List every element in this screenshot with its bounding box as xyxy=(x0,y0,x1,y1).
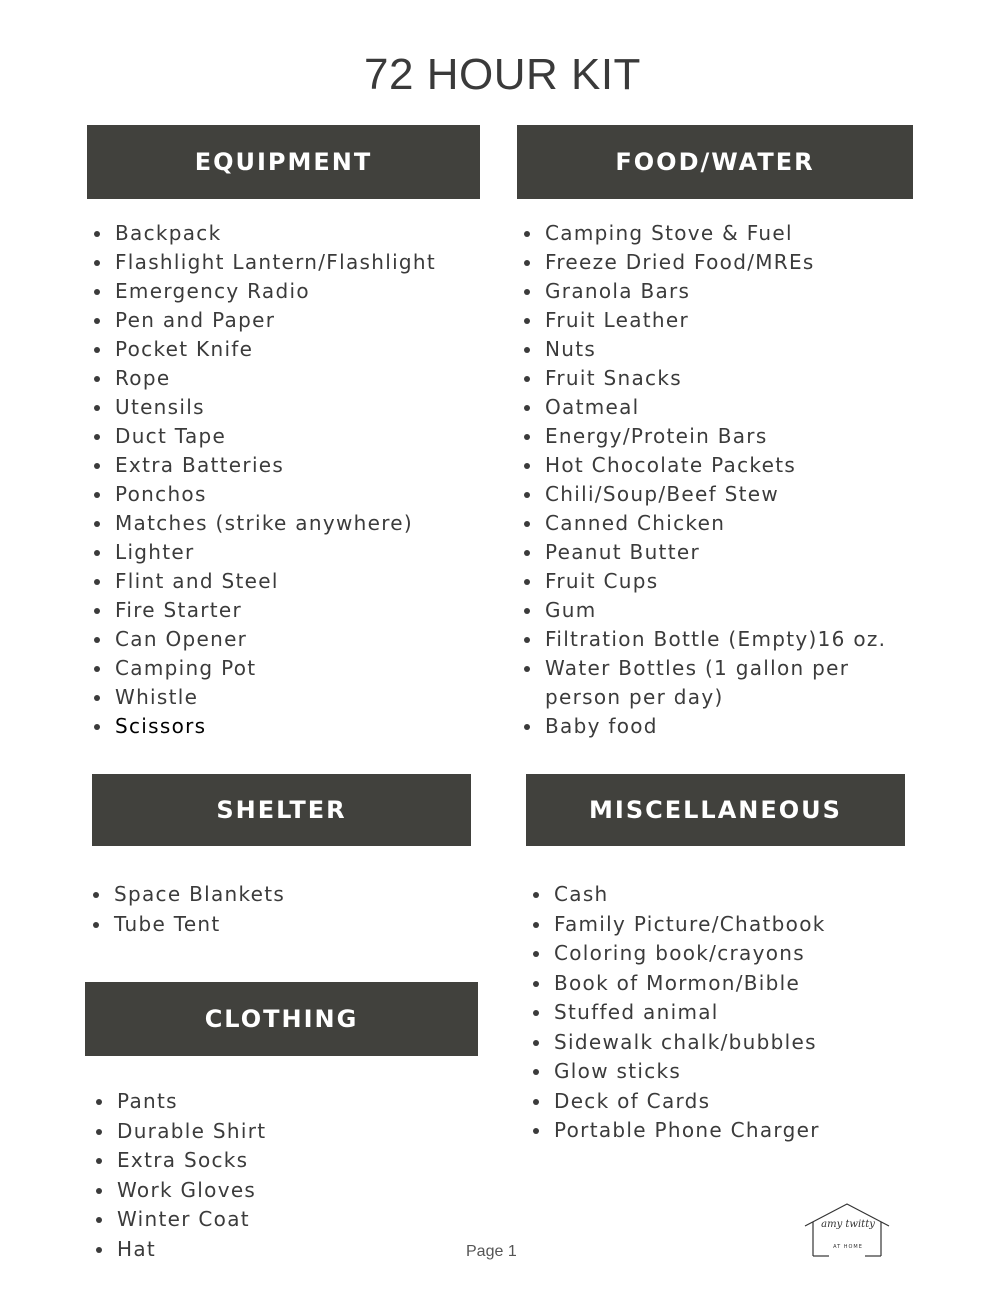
list-item: Cash xyxy=(527,880,947,910)
list-item: Backpack xyxy=(88,219,488,248)
list-item: Camping Pot xyxy=(88,654,488,683)
list-item: Baby food xyxy=(518,712,958,741)
list-item: Gum xyxy=(518,596,958,625)
list-item: Nuts xyxy=(518,335,958,364)
list-item: Camping Stove & Fuel xyxy=(518,219,958,248)
list-item: Flint and Steel xyxy=(88,567,488,596)
list-item: Extra Socks xyxy=(90,1146,470,1176)
list-item: Duct Tape xyxy=(88,422,488,451)
list-item: Utensils xyxy=(88,393,488,422)
list-item: Tube Tent xyxy=(87,910,467,940)
list-item: Coloring book/crayons xyxy=(527,939,947,969)
list-item: Extra Batteries xyxy=(88,451,488,480)
shelter-list xyxy=(87,880,467,939)
list-item: Winter Coat xyxy=(90,1205,470,1235)
list-item-continuation: person per day) xyxy=(545,685,724,709)
list-item: Water Bottles (1 gallon per xyxy=(518,654,958,683)
list-item: Ponchos xyxy=(88,480,488,509)
list-item: Whistle xyxy=(88,683,488,712)
equipment-list xyxy=(88,219,488,741)
list-item: Deck of Cards xyxy=(527,1087,947,1117)
list-item: Hot Chocolate Packets xyxy=(518,451,958,480)
list-item: Sidewalk chalk/bubbles xyxy=(527,1028,947,1058)
list-item: Oatmeal xyxy=(518,393,958,422)
list-item: Portable Phone Charger xyxy=(527,1116,947,1146)
list-item: Matches (strike anywhere) xyxy=(88,509,488,538)
clothing-header: CLOTHING xyxy=(85,982,478,1056)
list-item: Work Gloves xyxy=(90,1176,470,1206)
list-item: Space Blankets xyxy=(87,880,467,910)
food-water-header: FOOD/WATER xyxy=(517,125,913,199)
list-item: Fruit Leather xyxy=(518,306,958,335)
list-item: Lighter xyxy=(88,538,488,567)
miscellaneous-header: MISCELLANEOUS xyxy=(526,774,905,846)
list-item: Canned Chicken xyxy=(518,509,958,538)
list-item: Durable Shirt xyxy=(90,1117,470,1147)
list-item: Book of Mormon/Bible xyxy=(527,969,947,999)
list-item: Freeze Dried Food/MREs xyxy=(518,248,958,277)
list-item: Chili/Soup/Beef Stew xyxy=(518,480,958,509)
list-item: Peanut Butter xyxy=(518,538,958,567)
list-item: Fruit Cups xyxy=(518,567,958,596)
list-item: Flashlight Lantern/Flashlight xyxy=(88,248,488,277)
logo-script-text: amy twitty xyxy=(821,1219,875,1230)
list-item: Pants xyxy=(90,1087,470,1117)
list-item: Granola Bars xyxy=(518,277,958,306)
list-item: Stuffed animal xyxy=(527,998,947,1028)
list-item: Pocket Knife xyxy=(88,335,488,364)
list-item: Emergency Radio xyxy=(88,277,488,306)
list-item: Glow sticks xyxy=(527,1057,947,1087)
house-outline-icon xyxy=(799,1200,895,1264)
list-item: Fruit Snacks xyxy=(518,364,958,393)
list-item: Pen and Paper xyxy=(88,306,488,335)
logo-subtext: AT HOME xyxy=(833,1244,863,1250)
clothing-list xyxy=(90,1087,470,1264)
list-item: Can Opener xyxy=(88,625,488,654)
page-title: 72 HOUR KIT xyxy=(364,50,641,99)
list-item: Family Picture/Chatbook xyxy=(527,910,947,940)
list-item: Filtration Bottle (Empty)16 oz. xyxy=(518,625,958,654)
list-item: Scissors xyxy=(88,712,488,741)
brand-logo xyxy=(799,1200,895,1264)
shelter-header: SHELTER xyxy=(92,774,471,846)
equipment-header: EQUIPMENT xyxy=(87,125,480,199)
page-number: Page 1 xyxy=(466,1243,517,1260)
list-item: Energy/Protein Bars xyxy=(518,422,958,451)
list-item: Hat xyxy=(90,1235,470,1265)
miscellaneous-list xyxy=(527,880,947,1146)
list-item: Fire Starter xyxy=(88,596,488,625)
list-item: Rope xyxy=(88,364,488,393)
food-water-list xyxy=(518,219,958,741)
